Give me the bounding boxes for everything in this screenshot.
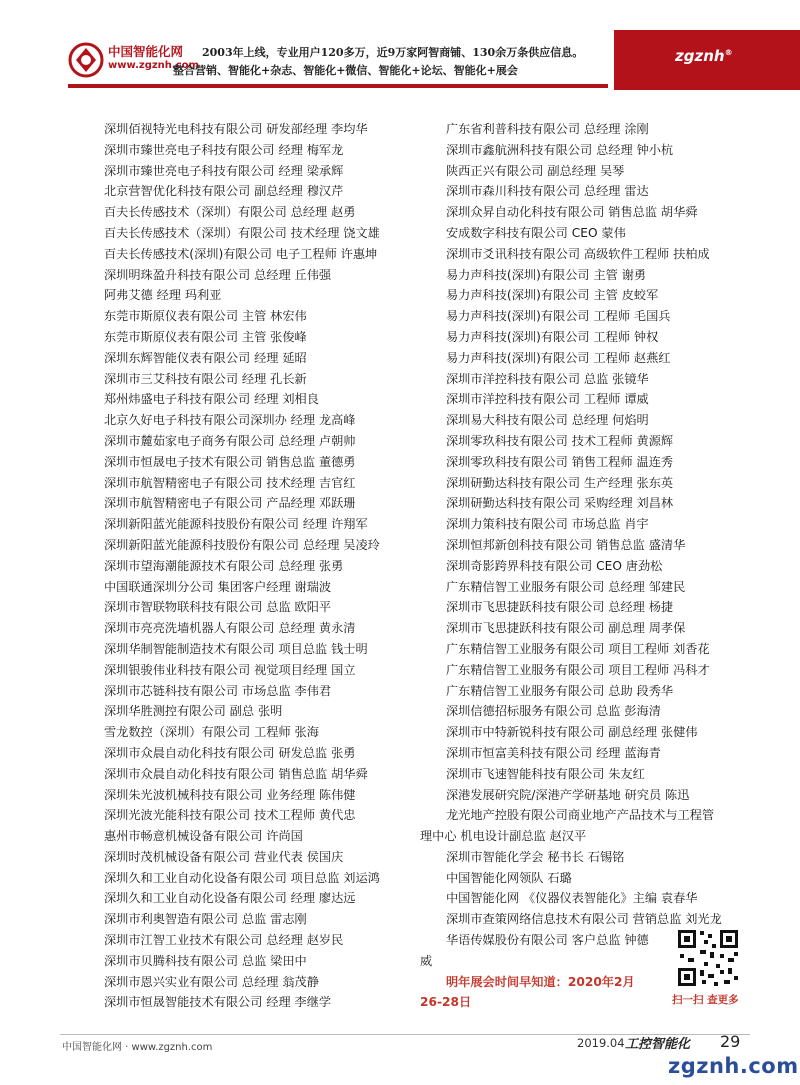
list-item: 深圳市恩兴实业有限公司 总经理 翁茂静	[104, 974, 319, 989]
list-item: 易力声科技(深圳)有限公司 主管 皮蛟军	[446, 288, 659, 303]
list-item: 深圳新阳蓝光能源科技股份有限公司 经理 许翔军	[104, 517, 368, 532]
list-item: 广东精信智工业服务有限公司 项目工程师 冯科才	[446, 662, 710, 677]
list-item: 雪龙数控（深圳）有限公司 工程师 张海	[104, 725, 319, 740]
list-item: 深圳市航智精密电子有限公司 产品经理 邓跃珊	[104, 496, 356, 511]
brand-url[interactable]: www.zgznh.com	[108, 60, 199, 71]
list-item: 华语传媒股份有限公司 客户总监 钟德	[446, 933, 649, 948]
right-name-list	[420, 119, 755, 1013]
page-header	[0, 0, 800, 95]
list-item: 深圳零玖科技有限公司 技术工程师 黄源辉	[446, 433, 674, 448]
list-item: 深圳市恒晟智能技术有限公司 经理 李继学	[104, 995, 332, 1010]
list-item: 深圳市飞思捷跃科技有限公司 总经理 杨捷	[446, 600, 674, 615]
list-item: 深圳佰视特光电科技有限公司 研发部经理 李均华	[104, 122, 368, 136]
list-item: 深圳力策科技有限公司 市场总监 肖宇	[446, 517, 649, 532]
list-item: 北京营智优化科技有限公司 副总经理 穆汉芹	[104, 184, 344, 199]
list-item: 深圳市航智精密电子有限公司 技术经理 吉官红	[104, 475, 356, 490]
footer-magazine-logo: 工控智能化	[625, 1037, 691, 1052]
list-item: 深圳新阳蓝光能源科技股份有限公司 总经理 吴凌玲	[104, 537, 380, 552]
list-item: 深圳银骏伟业科技有限公司 视觉项目经理 国立	[104, 662, 356, 677]
list-item: 深圳市森川科技有限公司 总经理 雷达	[446, 184, 649, 199]
list-item: 中国智能化网 《仪器仪表智能化》主编 袁春华	[446, 891, 698, 906]
list-item: 深圳朱光波机械科技有限公司 业务经理 陈伟健	[104, 787, 356, 802]
list-item: 广东精信智工业服务有限公司 项目工程师 刘香花	[446, 641, 710, 656]
list-item: 广东精信智工业服务有限公司 总经理 邹建民	[446, 579, 686, 594]
header-badge-text: zgznh®	[675, 47, 733, 65]
list-item: 深圳东辉智能仪表有限公司 经理 延昭	[104, 350, 307, 365]
list-item: 深圳市飞速智能科技有限公司 朱友红	[446, 766, 645, 781]
zgznh-logo-icon	[68, 40, 104, 80]
list-item: 深圳市江智工业技术有限公司 总经理 赵岁民	[104, 933, 344, 948]
list-item: 深圳市洋控科技有限公司 总监 张镜华	[446, 371, 649, 386]
list-item: 易力声科技(深圳)有限公司 工程师 赵燕红	[446, 350, 671, 365]
list-item: 深圳市查策网络信息技术有限公司 营销总监 刘光龙	[446, 912, 722, 927]
list-item: 深圳恒邦新创科技有限公司 销售总监 盛清华	[446, 537, 686, 552]
list-item: 深圳明珠盈升科技有限公司 总经理 丘伟强	[104, 267, 332, 282]
list-item: 东莞市斯原仪表有限公司 主管 张俊峰	[104, 329, 307, 344]
list-item: 中国智能化网领队 石璐	[446, 870, 572, 885]
header-divider	[68, 84, 608, 88]
list-item: 深圳市众晨自动化科技有限公司 研发总监 张勇	[104, 745, 356, 760]
list-item: 深圳市恒富美科技有限公司 经理 蓝海青	[446, 745, 661, 760]
list-item: 百夫长传感技术（深圳）有限公司 总经理 赵勇	[104, 205, 356, 220]
footer-issue-date: 2019.04	[577, 1036, 625, 1050]
list-item: 深圳众昇自动化科技有限公司 销售总监 胡华舜	[446, 205, 698, 220]
list-item: 易力声科技(深圳)有限公司 工程师 毛国兵	[446, 309, 671, 324]
list-item: 深圳奇影跨界科技有限公司 CEO 唐劲松	[446, 558, 663, 573]
list-item: 深圳市众晨自动化科技有限公司 销售总监 胡华舜	[104, 766, 368, 781]
list-item: 深圳研勤达科技有限公司 采购经理 刘昌林	[446, 496, 674, 511]
qr-caption: 扫一扫 查更多	[672, 994, 739, 1006]
list-item: 龙光地产控股有限公司商业地产产品技术与工程管	[446, 808, 715, 823]
header-tagline-2: 整合营销、智能化+杂志、智能化+微信、智能化+论坛、智能化+展会	[173, 64, 518, 77]
list-item: 深圳零玖科技有限公司 销售工程师 温连秀	[446, 454, 674, 469]
list-item: 郑州炜盛电子科技有限公司 经理 刘相良	[104, 392, 319, 407]
list-item: 易力声科技(深圳)有限公司 工程师 钟权	[446, 329, 659, 344]
list-item: 深圳市芯链科技有限公司 市场总监 李伟君	[104, 683, 332, 698]
list-item: 中国联通深圳分公司 集团客户经理 谢瑞波	[104, 579, 332, 594]
list-item: 深圳市麓茹家电子商务有限公司 总经理 卢朝帅	[104, 433, 356, 448]
list-item: 深圳信德招标服务有限公司 总监 彭海清	[446, 704, 661, 719]
list-item: 深圳市智能化学会 秘书长 石锡铭	[446, 849, 625, 864]
list-item: 易力声科技(深圳)有限公司 主管 谢勇	[446, 267, 647, 282]
list-item: 深港发展研究院/深港产学研基地 研究员 陈迅	[446, 787, 690, 802]
qr-code-icon[interactable]	[670, 928, 746, 988]
list-item: 百夫长传感技术(深圳)有限公司 电子工程师 许惠坤	[104, 246, 378, 261]
list-item: 深圳华胜测控有限公司 副总 张明	[104, 704, 283, 719]
list-item: 东莞市斯原仪表有限公司 主管 林宏伟	[104, 309, 307, 324]
left-name-list	[104, 119, 414, 1013]
list-item: 深圳市中特新锐科技有限公司 副总经理 张健伟	[446, 725, 698, 740]
list-item: 深圳市贝腾科技有限公司 总监 梁田中	[104, 953, 307, 968]
list-item: 深圳市望海潮能源技术有限公司 总经理 张勇	[104, 558, 344, 573]
list-item: 深圳市爻讯科技有限公司 高级软件工程师 扶柏成	[446, 246, 710, 261]
list-item: 深圳市臻世亮电子科技有限公司 经理 梅军龙	[104, 142, 344, 157]
list-item: 惠州市畅意机械设备有限公司 许尚国	[104, 829, 303, 844]
list-item: 深圳时茂机械设备有限公司 营业代表 侯国庆	[104, 849, 344, 864]
list-item: 深圳市洋控科技有限公司 工程师 谭威	[446, 392, 649, 407]
announcement-line-2: 26-28日	[420, 995, 472, 1010]
list-item: 深圳华制智能制造技术有限公司 项目总监 钱士明	[104, 641, 368, 656]
list-item: 深圳市恒晟电子技术有限公司 销售总监 董德勇	[104, 454, 356, 469]
list-item: 北京久好电子科技有限公司深圳办 经理 龙高峰	[104, 413, 356, 428]
list-item: 深圳研勤达科技有限公司 生产经理 张东英	[446, 475, 674, 490]
list-item: 阿弗艾德 经理 玛利亚	[104, 288, 222, 303]
list-item: 深圳市臻世亮电子科技有限公司 经理 梁承辉	[104, 163, 344, 178]
list-item: 深圳久和工业自动化设备有限公司 项目总监 刘运鸿	[104, 870, 380, 885]
list-item-continued: 威	[420, 953, 433, 968]
list-item: 深圳市智联物联科技有限公司 总监 欧阳平	[104, 600, 332, 615]
footer-site[interactable]: 中国智能化网 · www.zgznh.com	[62, 1042, 213, 1053]
brand-name: 中国智能化网	[108, 44, 184, 59]
list-item-continued: 理中心 机电设计副总监 赵汉平	[420, 829, 587, 844]
list-item: 安成数字科技有限公司 CEO 蒙伟	[446, 225, 626, 240]
list-item: 深圳光波光能科技有限公司 技术工程师 黄代忠	[104, 808, 356, 823]
list-item: 陕西正兴有限公司 副总经理 吴琴	[446, 163, 625, 178]
list-item: 深圳市三艾科技有限公司 经理 孔长新	[104, 371, 307, 386]
header-tagline-1: 2003年上线，专业用户120多万，近9万家阿智商铺、130余万条供应信息。	[202, 46, 584, 59]
watermark: zgznh.com	[668, 1054, 799, 1078]
list-item: 百夫长传感技术（深圳）有限公司 技术经理 饶文雄	[104, 225, 380, 240]
list-item: 深圳市鑫航洲科技有限公司 总经理 钟小杭	[446, 142, 674, 157]
list-item: 深圳市飞思捷跃科技有限公司 副总理 周孝保	[446, 621, 686, 636]
page-number: 29	[720, 1032, 741, 1051]
list-item: 广东精信智工业服务有限公司 总助 段秀华	[446, 683, 674, 698]
list-item: 深圳市亮亮洗墙机器人有限公司 总经理 黄永清	[104, 621, 356, 636]
list-item: 深圳市利奥智造有限公司 总监 雷志刚	[104, 912, 307, 927]
list-item: 深圳易大科技有限公司 总经理 何焰明	[446, 413, 649, 428]
list-item: 广东省利普科技有限公司 总经理 涂刚	[446, 122, 649, 136]
list-item: 深圳久和工业自动化设备有限公司 经理 廖达远	[104, 891, 356, 906]
announcement-line-1: 明年展会时间早知道：2020年2月	[446, 974, 635, 989]
